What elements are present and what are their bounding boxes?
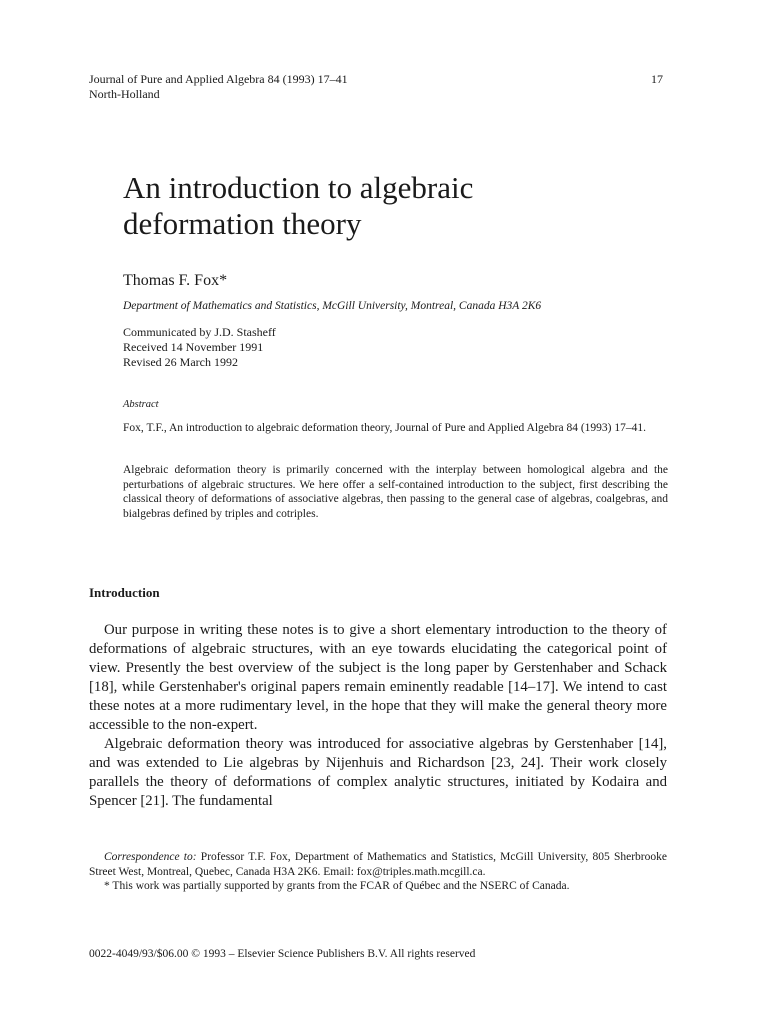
author-affiliation: Department of Mathematics and Statistics, McGill University, Montreal, Canada H3A 2K6 [123, 300, 542, 312]
copyright-line: 0022-4049/93/$06.00 © 1993 – Elsevier Science Publishers B.V. All rights reserved [89, 948, 476, 960]
body-paragraph-1: Our purpose in writing these notes is to give a short elementary introduction to the theory of deformations of algebraic structures, with an eye towards elucidating the categorical point of view. Presently the best overview of the subject is the long paper by Gerstenhaber and Schack [18], while Gerstenhaber's original papers remain eminently readable [14–17]. We intend to cast these notes at a more rudimentary level, in the hope that they will make the general theory more accessible to the non-expert. [89, 622, 667, 733]
abstract-citation: Fox, T.F., An introduction to algebraic deformation theory, Journal of Pure and Applied Algebra 84 (1993) 17–41. [123, 422, 646, 434]
correspondence-text: Professor T.F. Fox, Department of Mathematics and Statistics, McGill University, 805 Sherbrooke Street West, Montreal, Quebec, Canada H3A 2K6. Email: fox@triples.math.mcgill.ca. [89, 851, 667, 878]
publisher: North-Holland [89, 87, 160, 101]
revised-date: Revised 26 March 1992 [123, 355, 238, 369]
body-paragraph-2: Algebraic deformation theory was introduced for associative algebras by Gerstenhaber [14], and was extended to Lie algebras by Nijenhuis and Richardson [23, 24]. Their work closely parallels the theory of deformations of complex analytic structures, initiated by Kodaira and Spencer [21]. The fundamental [89, 736, 667, 809]
funding-note: * This work was partially supported by grants from the FCAR of Québec and the NSERC of Canada. [104, 880, 570, 892]
author-name: Thomas F. Fox* [123, 272, 228, 289]
journal-citation: Journal of Pure and Applied Algebra 84 (1993) 17–41 [89, 72, 348, 86]
title-line-2: deformation theory [123, 206, 362, 241]
received-date: Received 14 November 1991 [123, 340, 264, 354]
introduction-body [89, 621, 667, 811]
abstract-text: Algebraic deformation theory is primarily concerned with the interplay between homological algebra and the perturbations of algebraic structures. We here offer a self-contained introduction to the subject, first describing the classical theory of deformations of associative algebras, then passing to the general case of algebras, coalgebras, and bialgebras defined by triples and cotriples. [123, 464, 668, 520]
footnotes [89, 850, 667, 894]
paper-title [123, 170, 683, 242]
section-heading-introduction: Introduction [89, 585, 160, 600]
abstract-heading: Abstract [123, 399, 159, 410]
title-line-1: An introduction to algebraic [123, 170, 474, 205]
correspondence-label: Correspondence to: [104, 851, 197, 863]
correspondence-note [89, 850, 667, 879]
editorial-dates [123, 325, 276, 370]
communicated-by: Communicated by J.D. Stasheff [123, 325, 276, 339]
page-number: 17 [651, 72, 663, 86]
journal-header [89, 72, 348, 102]
